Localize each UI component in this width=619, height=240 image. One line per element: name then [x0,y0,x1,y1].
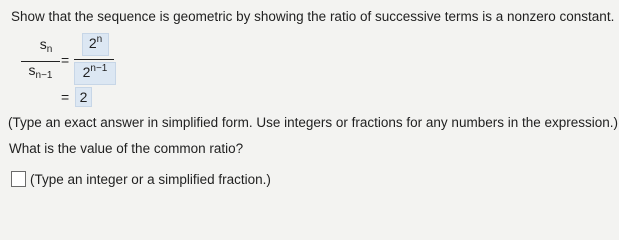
left-fraction-denominator [21,62,60,81]
left-denominator-base: s [28,62,36,78]
ratio-result-value: 2 [75,87,92,107]
question-prompt: Show that the sequence is geometric by showing the ratio of successive terms is a nonzero constant. [11,9,615,24]
right-denominator-exponent: n−1 [90,63,108,74]
right-denominator-base: 2 [82,64,91,80]
equals-sign-result: = [61,89,70,105]
left-denominator-subscript: n−1 [35,70,53,81]
right-fraction-denominator [74,62,116,85]
right-fraction-bar [74,59,114,60]
ratio-expression [0,28,160,108]
left-fraction-numerator [32,36,60,55]
left-numerator-subscript: n [46,44,53,55]
answer-format-instruction: (Type an exact answer in simplified form. Use integers or fractions for any numbers in the expression.) [8,115,619,130]
equals-sign: = [61,52,70,68]
common-ratio-answer-box[interactable] [11,171,26,187]
right-fraction-numerator [82,33,109,56]
common-ratio-question: What is the value of the common ratio? [9,141,244,156]
answer-hint: (Type an integer or a simplified fraction.) [30,172,271,187]
right-numerator-exponent: n [96,34,103,45]
right-numerator-base: 2 [88,35,97,51]
left-numerator-base: s [39,36,47,52]
